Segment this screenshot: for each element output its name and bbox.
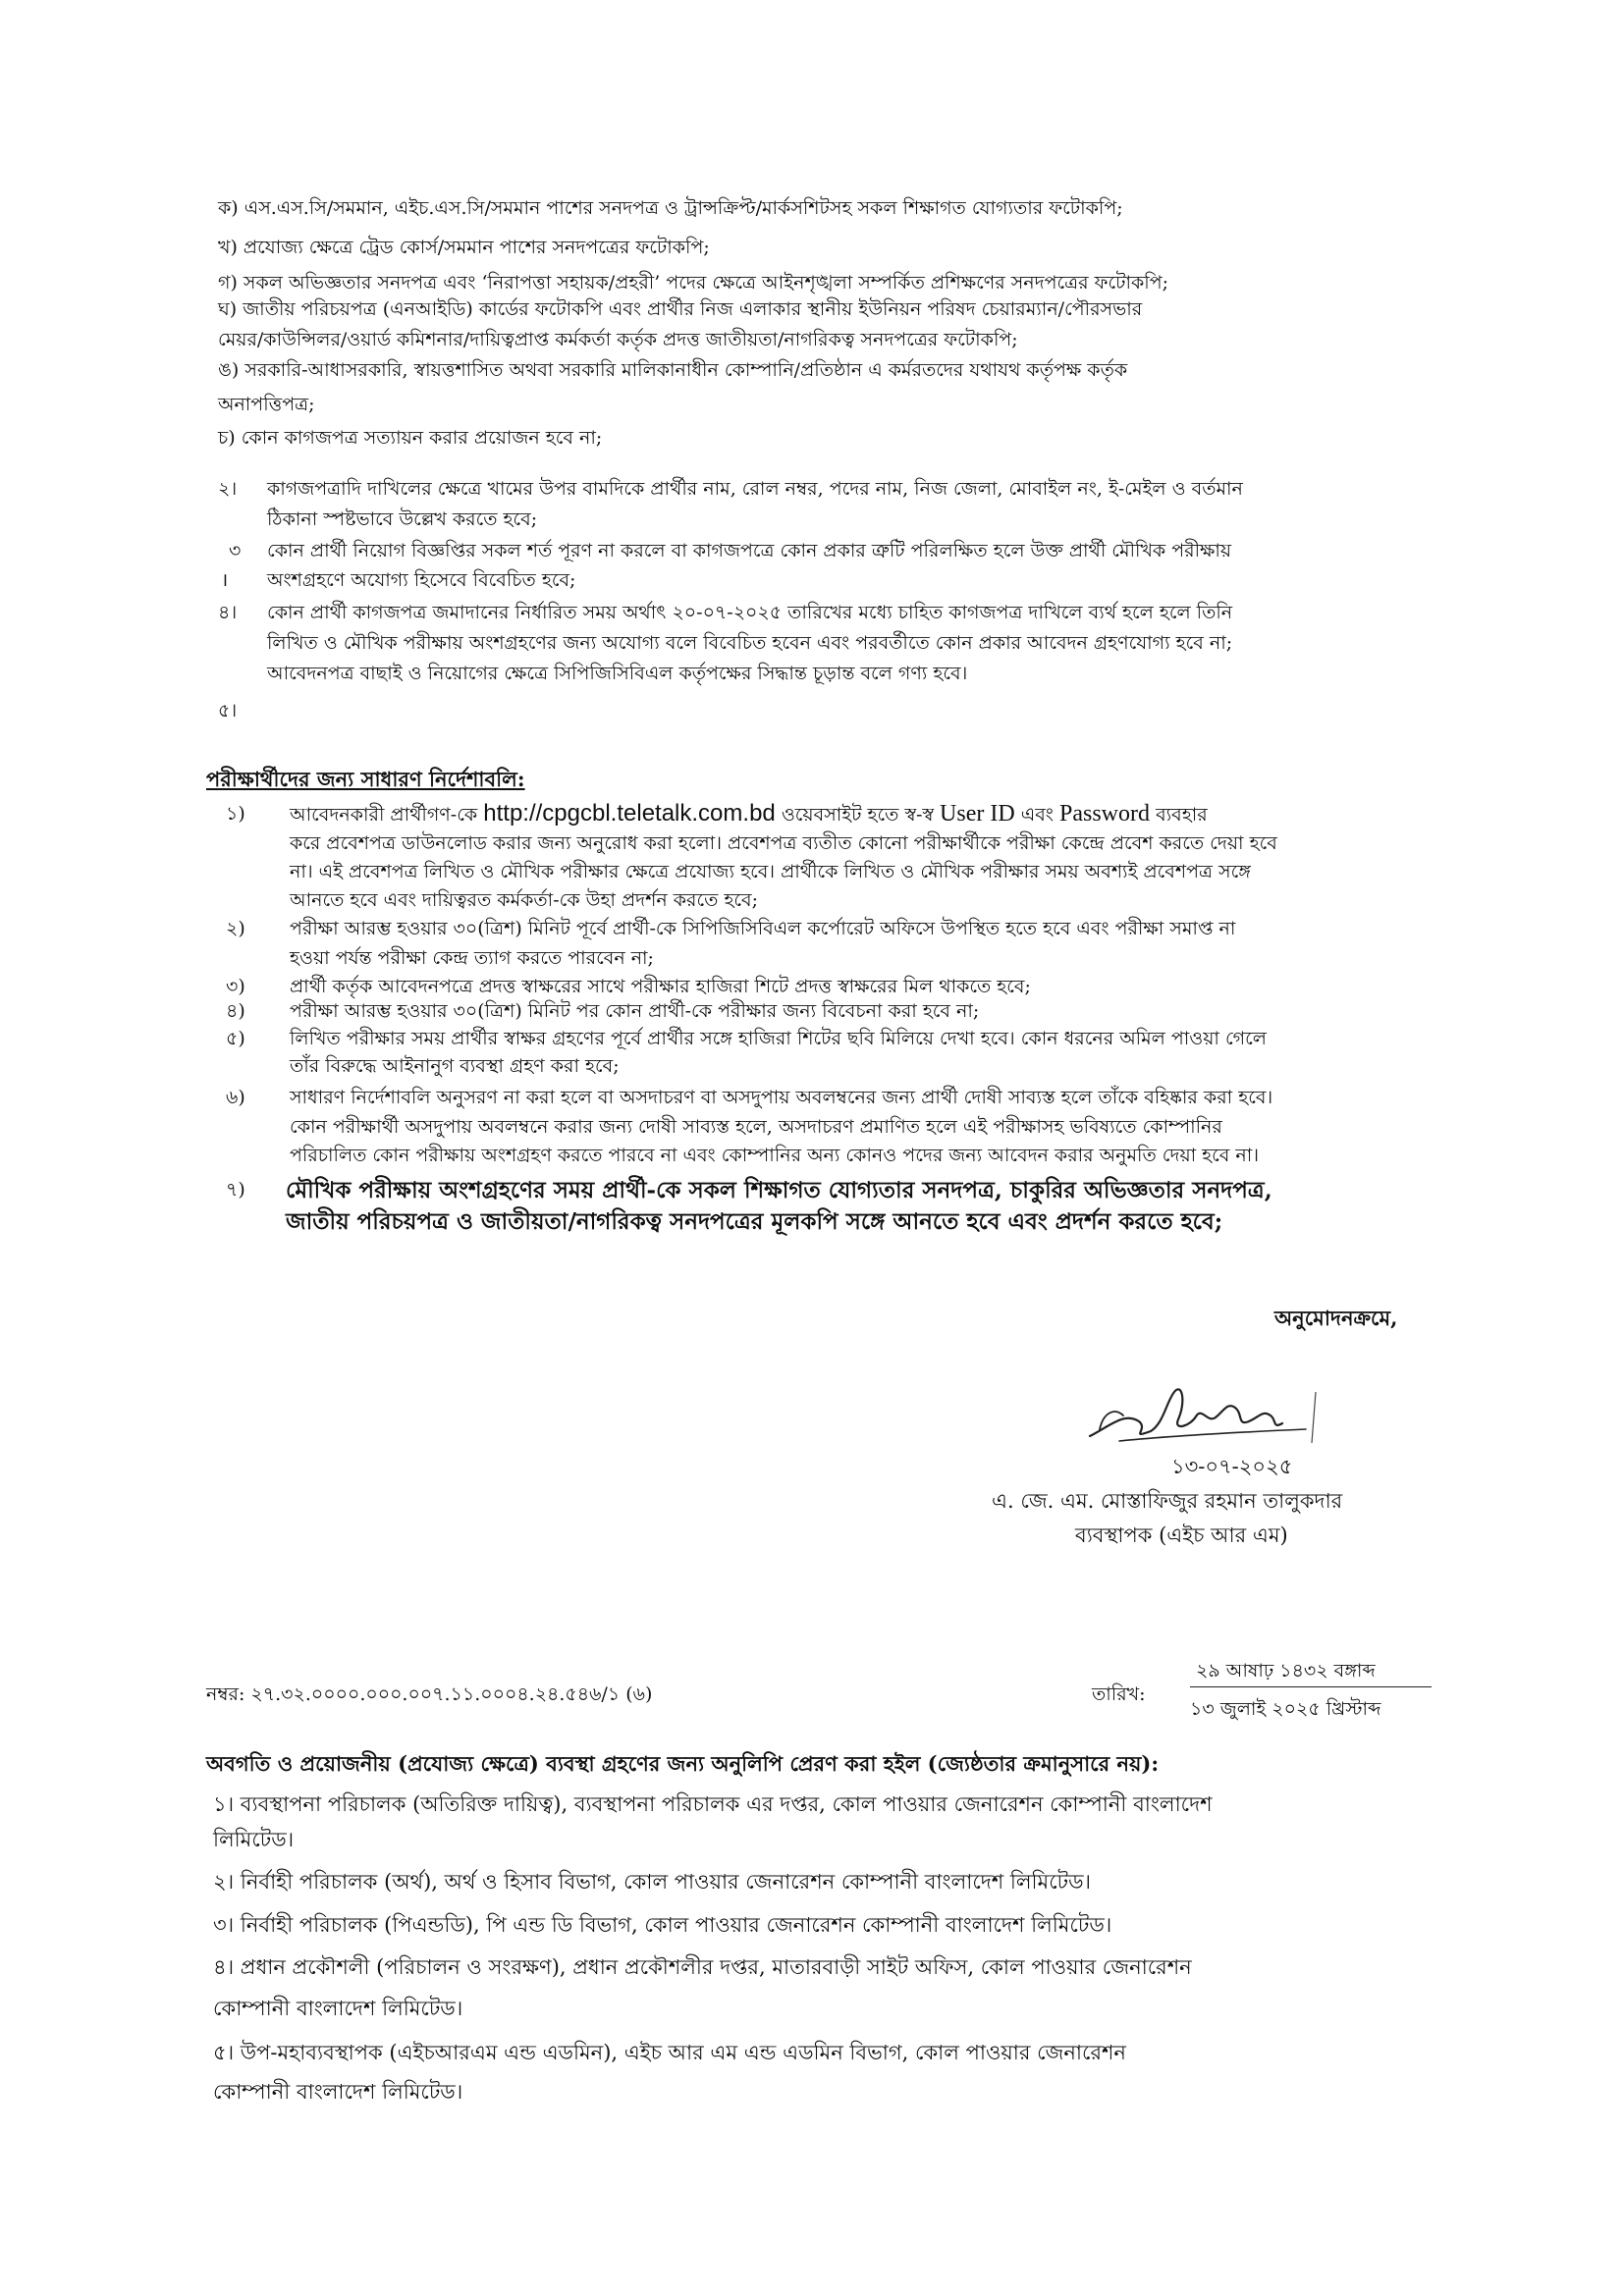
- instruction-5-line1: লিখিত পরীক্ষার সময় প্রার্থীর স্বাক্ষর গ্রহণের পূর্বে প্রার্থীর সঙ্গে হাজিরা শিটের ছবি মিলিয়ে দেখা হবে। কোন ধরনের অমিল পাওয়া গেলে: [290, 1028, 1267, 1049]
- instruction-7-number: ৭): [226, 1179, 245, 1201]
- user-id-text: User ID: [940, 801, 1015, 827]
- instruction-7-line2: জাতীয় পরিচয়পত্র ও জাতীয়তা/নাগরিকত্ব সনদপত্রের মূলকপি সঙ্গে আনতে হবে এবং প্রদর্শন করতে হবে;: [286, 1208, 1223, 1235]
- instruction-2-number: ২): [226, 918, 245, 939]
- clause-3-line2: অংশগ্রহণে অযোগ্য হিসেবে বিবেচিত হবে;: [267, 569, 576, 591]
- instruction-4-number: ৪): [226, 1000, 245, 1022]
- instruction-1-number: ১): [226, 803, 245, 825]
- instruction-3-line1: প্রার্থী কর্তৃক আবেদনপত্রে প্রদত্ত স্বাক্ষরের সাথে পরীক্ষার হাজিরা শিটে প্রদত্ত স্বাক্ষরের মিল থাকতে হবে;: [290, 976, 1031, 997]
- instruction-1-line2: করে প্রবেশপত্র ডাউনলোড করার জন্য অনুরোধ করা হলো। প্রবেশপত্র ব্যতীত কোনো পরীক্ষার্থীকে পরীক্ষা কেন্দ্রে প্রবেশ করতে দেয়া হবে: [290, 832, 1277, 854]
- instruction-4-line1: পরীক্ষা আরম্ভ হওয়ার ৩০(ত্রিশ) মিনিট পর কোন প্রার্থী-কে পরীক্ষার জন্য বিবেচনা করা হবে না;: [290, 1000, 980, 1022]
- doc-item-a: ক) এস.এস.সি/সমমান, এইচ.এস.সি/সমমান পাশের সনদপত্র ও ট্রান্সক্রিপ্ট/মার্কসশিটসহ সকল শিক্ষাগত যোগ্যতার ফটোকপি;: [218, 197, 1123, 219]
- clause-3-number: ৩: [229, 540, 242, 561]
- clause-2-line1: কাগজপত্রাদি দাখিলের ক্ষেত্রে খামের উপর বামদিকে প্রার্থীর নাম, রোল নম্বর, পদের নাম, নিজ জেলা, মোবাইল নং, ই-মেইল ও বর্তমান: [267, 478, 1243, 500]
- date-label: তারিখ:: [1092, 1683, 1146, 1705]
- instruction-1-text-a: আবেদনকারী প্রার্থীগণ-কে: [290, 804, 478, 826]
- doc-item-c: গ) সকল অভিজ্ঞতার সনদপত্র এবং ‘নিরাপত্তা সহায়ক/প্রহরী’ পদের ক্ষেত্রে আইনশৃঙ্খলা সম্পর্কিত প্রশিক্ষণের সনদপত্রের ফটোকপি;: [218, 272, 1169, 294]
- handwritten-signature: [1080, 1372, 1335, 1451]
- copy-1-line2: লিমিটেড।: [213, 1828, 295, 1851]
- clause-2-number: ২।: [218, 478, 238, 500]
- instruction-6-line3: পরিচালিত কোন পরীক্ষায় অংশগ্রহণ করতে পারবে না এবং কোম্পানির অন্য কোনও পদের জন্য আবেদন করার অনুমতি দেয়া হবে না।: [290, 1145, 1260, 1166]
- doc-item-d-line2: মেয়র/কাউন্সিলর/ওয়ার্ড কমিশনার/দায়িত্বপ্রাপ্ত কর্মকর্তা কর্তৃক প্রদত্ত জাতীয়তা/নাগরিকত্ব সনদপত্রের ফটোকপি;: [218, 329, 1018, 350]
- clause-4-line1: কোন প্রার্থী কাগজপত্র জমাদানের নির্ধারিত সময় অর্থাৎ ২০-০৭-২০২৫ তারিখের মধ্যে চাহিত কাগজপত্র দাখিলে ব্যর্থ হলে হলে তিনি: [267, 602, 1233, 623]
- instruction-2-line1: পরীক্ষা আরম্ভ হওয়ার ৩০(ত্রিশ) মিনিট পূর্বে প্রার্থী-কে সিপিজিসিবিএল কর্পোরেট অফিসে উপস্থিত হতে হবে এবং পরীক্ষা সমাপ্ত না: [290, 918, 1236, 939]
- instruction-6-number: ৬): [226, 1087, 245, 1108]
- date-gregorian: ১৩ জুলাই ২০২৫ খ্রিস্টাব্দ: [1190, 1698, 1381, 1720]
- signature-date: ১৩-০৭-২০২৫: [1171, 1455, 1293, 1478]
- clause-3-line1: কোন প্রার্থী নিয়োগ বিজ্ঞপ্তির সকল শর্ত পূরণ না করলে বা কাগজপত্রে কোন প্রকার ত্রুটি পরিলক্ষিত হলে উক্ত প্রার্থী মৌখিক পরীক্ষায়: [267, 540, 1232, 561]
- clause-4-number: ৪।: [218, 602, 238, 623]
- date-bangla: ২৯ আষাঢ় ১৪৩২ বঙ্গাব্দ: [1196, 1660, 1376, 1682]
- password-text: Password: [1059, 801, 1151, 827]
- copy-1-line1: ১। ব্যবস্থাপনা পরিচালক (অতিরিক্ত দায়িত্ব), ব্যবস্থাপনা পরিচালক এর দপ্তর, কোল পাওয়ার জেনারেশন কোম্পানী বাংলাদেশ: [213, 1792, 1213, 1816]
- copy-3: ৩। নির্বাহী পরিচালক (পিএন্ডডি), পি এন্ড ডি বিভাগ, কোল পাওয়ার জেনারেশন কোম্পানী বাংলাদেশ লিমিটেড।: [213, 1913, 1112, 1937]
- instruction-5-line2: তাঁর বিরুদ্ধে আইনানুগ ব্যবস্থা গ্রহণ করা হবে;: [290, 1055, 620, 1077]
- signatory-designation: ব্যবস্থাপক (এইচ আর এম): [1075, 1523, 1288, 1547]
- clause-2-line2: ঠিকানা স্পষ্টভাবে উল্লেখ করতে হবে;: [267, 508, 538, 530]
- instruction-1-line4: আনতে হবে এবং দায়িত্বরত কর্মকর্তা-কে উহা প্রদর্শন করতে হবে;: [290, 889, 759, 911]
- signatory-name: এ. জে. এম. মোস্তাফিজুর রহমান তালুকদার: [992, 1489, 1343, 1513]
- clause-4-line3: আবেদনপত্র বাছাই ও নিয়োগের ক্ষেত্রে সিপিজিসিবিএল কর্তৃপক্ষের সিদ্ধান্ত চূড়ান্ত বলে গণ্য হবে।: [267, 663, 968, 684]
- doc-item-b: খ) প্রযোজ্য ক্ষেত্রে ট্রেড কোর্স/সমমান পাশের সনদপত্রের ফটোকপি;: [218, 237, 710, 258]
- instruction-6-line2: কোন পরীক্ষার্থী অসদুপায় অবলম্বনে করার জন্য দোষী সাব্যস্ত হলে, অসদাচরণ প্রমাণিত হলে এই পরীক্ষাসহ ভবিষ্যতে কোম্পানির: [290, 1116, 1222, 1138]
- instruction-1-line3: না। এই প্রবেশপত্র লিখিত ও মৌখিক পরীক্ষার ক্ষেত্রে প্রযোজ্য হবে। প্রার্থীকে লিখিত ও মৌখিক পরীক্ষার সময় অবশ্যই প্রবেশপত্র সঙ্গে: [290, 861, 1251, 882]
- copies-heading: অবগতি ও প্রয়োজনীয় (প্রযোজ্য ক্ষেত্রে) ব্যবস্থা গ্রহণের জন্য অনুলিপি প্রেরণ করা হইল (জ্যেষ্ঠতার ক্রমানুসারে নয়):: [206, 1751, 1160, 1776]
- instruction-1-text-b: ওয়েবসাইট হতে স্ব-স্ব: [781, 804, 934, 826]
- instruction-6-line1: সাধারণ নির্দেশাবলি অনুসরণ না করা হলে বা অসদাচরণ বা অসদুপায় অবলম্বনের জন্য প্রার্থী দোষী সাব্যস্ত হলে তাঁকে বহিষ্কার করা হবে।: [290, 1087, 1273, 1108]
- clause-4-line2: লিখিত ও মৌখিক পরীক্ষায় অংশগ্রহণের জন্য অযোগ্য বলে বিবেচিত হবেন এবং পরবর্তীতে কোন প্রকার আবেদন গ্রহণযোগ্য হবে না;: [267, 632, 1233, 654]
- copy-4-line2: কোম্পানী বাংলাদেশ লিমিটেড।: [213, 1997, 463, 2020]
- doc-item-d-line1: ঘ) জাতীয় পরিচয়পত্র (এনআইডি) কার্ডের ফটোকপি এবং প্রার্থীর নিজ এলাকার স্থানীয় ইউনিয়ন পরিষদ চেয়ারম্যান/পৌরসভার: [218, 298, 1143, 320]
- clause-5-number: ৫।: [218, 700, 238, 721]
- copy-4-line1: ৪। প্রধান প্রকৌশলী (পরিচালন ও সংরক্ষণ), প্রধান প্রকৌশলীর দপ্তর, মাতারবাড়ী সাইট অফিস, কোল পাওয়ার জেনারেশন: [213, 1955, 1192, 1979]
- instruction-3-number: ৩): [226, 976, 245, 997]
- copy-2: ২। নির্বাহী পরিচালক (অর্থ), অর্থ ও হিসাব বিভাগ, কোল পাওয়ার জেনারেশন কোম্পানী বাংলাদেশ লিমিটেড।: [213, 1870, 1092, 1894]
- doc-item-e-line1: ঙ) সরকারি-আধাসরকারি, স্বায়ত্তশাসিত অথবা সরকারি মালিকানাধীন কোম্পানি/প্রতিষ্ঠান এ কর্মরতদের যথাযথ কর্তৃপক্ষ কর্তৃক: [218, 359, 1128, 381]
- doc-item-f: চ) কোন কাগজপত্র সত্যায়ন করার প্রয়োজন হবে না;: [218, 427, 603, 449]
- instruction-1-use: ব্যবহার: [1156, 804, 1208, 826]
- instruction-2-line2: হওয়া পর্যন্ত পরীক্ষা কেন্দ্র ত্যাগ করতে পারবেন না;: [290, 947, 654, 969]
- instructions-heading: পরীক্ষার্থীদের জন্য সাধারণ নির্দেশাবলি:: [206, 767, 525, 791]
- date-divider: [1190, 1686, 1432, 1687]
- clause-3-danda: ।: [221, 569, 229, 591]
- copy-5-line1: ৫। উপ-মহাব্যবস্থাপক (এইচআরএম এন্ড এডমিন), এইচ আর এম এন্ড এডমিন বিভাগ, কোল পাওয়ার জেনারেশন: [213, 2041, 1126, 2064]
- instruction-1-and: এবং: [1020, 804, 1054, 826]
- approval-text: অনুমোদনক্রমে,: [1274, 1306, 1398, 1330]
- copy-5-line2: কোম্পানী বাংলাদেশ লিমিটেড।: [213, 2080, 463, 2104]
- doc-item-e-line2: অনাপত্তিপত্র;: [218, 394, 315, 415]
- instruction-7-line1: মৌখিক পরীক্ষায় অংশগ্রহণের সময় প্রার্থী-কে সকল শিক্ষাগত যোগ্যতার সনদপত্র, চাকুরির অভিজ্ঞতার সনদপত্র,: [286, 1177, 1272, 1203]
- instruction-5-number: ৫): [226, 1028, 245, 1049]
- teletalk-url: http://cpgcbl.teletalk.com.bd: [483, 800, 776, 827]
- instruction-1-line1: [290, 800, 1208, 832]
- memo-number: নম্বর: ২৭.৩২.০০০০.০০০.০০৭.১১.০০০৪.২৪.৫৪৬/১ (৬): [206, 1683, 653, 1705]
